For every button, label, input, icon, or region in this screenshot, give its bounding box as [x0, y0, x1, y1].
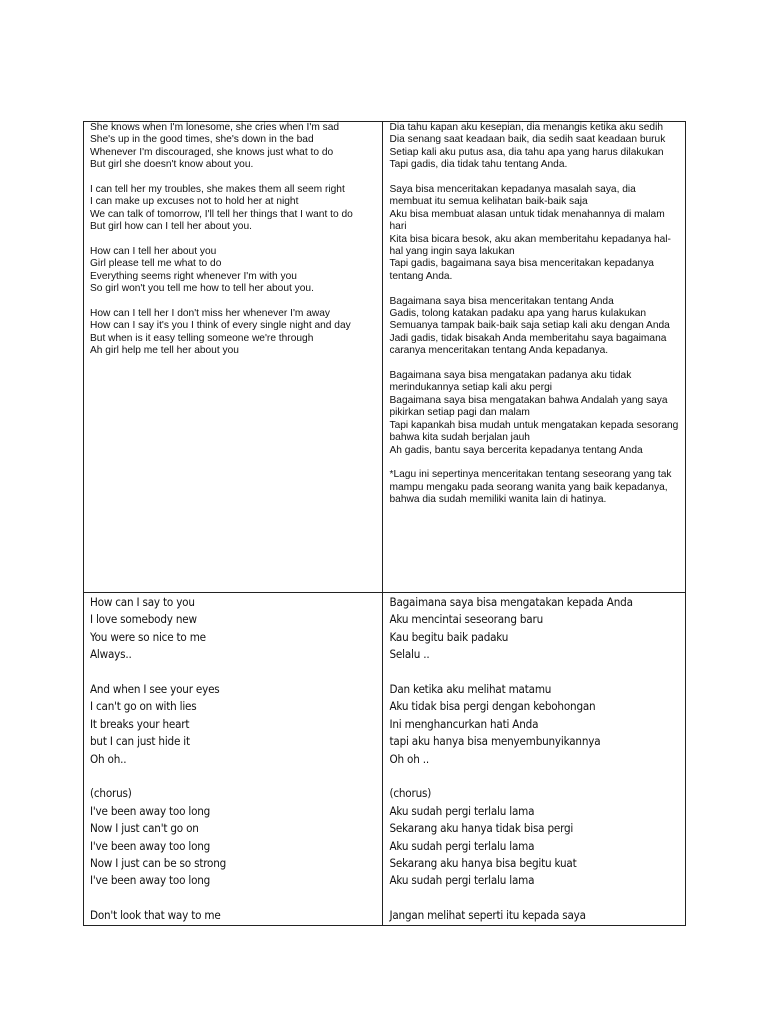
lyric-line: I can tell her my troubles, she makes them all seem right — [90, 184, 345, 196]
lyric-line: Now I just can be so strong — [90, 856, 227, 871]
lyric-line: I've been away too long — [90, 873, 211, 888]
english-lyrics-cell — [84, 122, 383, 593]
lyric-line: Tapi kapankah bisa mudah untuk mengatakan kepada sesorang bahwa kita sudah berjalan jauh — [389, 419, 679, 444]
lyric-line: She knows when I'm lonesome, she cries when I'm sad — [90, 122, 340, 133]
lyric-line: Oh oh .. — [389, 751, 429, 766]
stanza — [389, 907, 681, 924]
lyric-line: I love somebody new — [90, 612, 197, 627]
lyric-line: But girl how can I tell her about you. — [90, 221, 252, 233]
lyric-line: Gadis, tolong katakan padaku apa yang harus kulakukan — [389, 308, 647, 320]
lyric-line: It breaks your heart — [90, 716, 190, 731]
lyric-line: Aku bisa membuat alasan untuk tidak menahannya di malam hari — [389, 208, 665, 233]
stanza — [90, 785, 378, 889]
stanza — [90, 681, 378, 768]
stanza — [90, 246, 378, 296]
table-row — [84, 122, 686, 593]
lyric-line: Whenever I'm discouraged, she knows just what to do — [90, 146, 334, 158]
stanza — [90, 308, 378, 358]
lyric-line: tapi aku hanya bisa menyembunyikannya — [389, 734, 601, 749]
lyric-line: You were so nice to me — [90, 629, 206, 644]
lyric-line: Sekarang aku hanya tidak bisa pergi — [389, 821, 574, 836]
lyric-line: Selalu .. — [389, 647, 430, 662]
lyric-line: but I can just hide it — [90, 734, 190, 749]
lyric-line: I can't go on with lies — [90, 699, 197, 714]
lyric-line: How can I say to you — [90, 595, 195, 609]
lyric-line: Ah girl help me tell her about you — [90, 345, 239, 357]
lyric-line: Dan ketika aku melihat matamu — [389, 682, 552, 697]
lyric-line: Oh oh.. — [90, 751, 127, 766]
lyric-line: How can I tell her about you — [90, 246, 217, 258]
lyric-line: Tapi gadis, dia tidak tahu tentang Anda. — [389, 159, 568, 171]
lyric-line: Tapi gadis, bagaimana saya bisa menceritakan kepadanya tentang Anda. — [389, 258, 654, 282]
lyric-line: Aku sudah pergi terlalu lama — [389, 803, 535, 818]
lyric-line: Setiap kali aku putus asa, dia tahu apa yang harus dilakukan — [389, 146, 664, 158]
lyric-line: Now I just can't go on — [90, 821, 199, 836]
lyric-line: Don't look that way to me — [90, 908, 221, 923]
lyric-line: (chorus) — [389, 786, 432, 801]
lyric-line: Bagaimana saya bisa mengatakan padanya aku tidak merindukannya setiap kali aku pergi — [389, 370, 632, 394]
lyric-line: Bagaimana saya bisa mengatakan kepada Anda — [389, 595, 633, 609]
stanza — [389, 785, 681, 889]
lyric-line: Aku sudah pergi terlalu lama — [389, 838, 535, 853]
english-lyrics-block — [84, 122, 382, 358]
lyric-line: *Lagu ini sepertinya menceritakan tentang seseorang yang tak mampu mengaku pada seorang wanita yang baik kepadanya, bahwa dia sudah memiliki wanita lain di hatinya. — [389, 469, 672, 506]
indonesian-translation-cell-2 — [383, 593, 686, 926]
stanza — [389, 296, 681, 358]
lyric-line: Girl please tell me what to do — [90, 258, 222, 270]
lyric-line: She's up in the good times, she's down in the bad — [90, 134, 314, 146]
lyrics-translation-table — [83, 121, 686, 926]
lyric-line: (chorus) — [90, 786, 132, 801]
stanza — [90, 594, 378, 664]
lyric-line: Saya bisa menceritakan kepadanya masalah saya, dia membuat itu semua kelihatan baik-baik saja — [389, 184, 636, 208]
lyric-line: Dia senang saat keadaan baik, dia sedih saat keadaan buruk — [389, 134, 666, 146]
lyric-line: Aku tidak bisa pergi dengan kebohongan — [389, 699, 596, 714]
lyric-line: So girl won't you tell me how to tell her about you. — [90, 283, 314, 295]
lyric-line: Jangan melihat seperti itu kepada saya — [389, 908, 586, 923]
stanza — [389, 469, 681, 506]
lyric-line: Aku sudah pergi terlalu lama — [389, 873, 535, 888]
stanza — [90, 122, 378, 172]
lyric-line: And when I see your eyes — [90, 682, 220, 697]
stanza — [389, 594, 681, 664]
lyric-line: I've been away too long — [90, 838, 211, 853]
stanza — [389, 681, 681, 768]
stanza — [90, 907, 378, 924]
lyric-line: Everything seems right whenever I'm with you — [90, 270, 297, 282]
lyric-line: But girl she doesn't know about you. — [90, 159, 254, 171]
lyric-line: How can I tell her I don't miss her whenever I'm away — [90, 308, 330, 320]
lyric-line: How can I say it's you I think of every single night and day — [90, 320, 351, 332]
stanza — [389, 184, 681, 283]
lyric-line: Bagaimana saya bisa menceritakan tentang Anda — [389, 295, 614, 307]
lyric-line: Jadi gadis, tidak bisakah Anda memberitahu saya bagaimana caranya menceritakan tentang Anda kepadanya. — [389, 332, 667, 357]
lyric-line: I can make up excuses not to hold her at night — [90, 196, 299, 208]
lyric-line: Ah gadis, bantu saya bercerita kepadanya tentang Anda — [389, 444, 643, 456]
lyric-line: Aku mencintai seseorang baru — [389, 612, 543, 627]
english-lyrics-cell-2 — [84, 593, 383, 926]
lyric-line: Kau begitu baik padaku — [389, 629, 509, 644]
stanza — [90, 184, 378, 234]
indonesian-translation-block-2 — [383, 593, 685, 925]
lyric-line: Ini menghancurkan hati Anda — [389, 716, 539, 731]
indonesian-translation-block — [383, 122, 685, 507]
lyric-line: Bagaimana saya bisa mengatakan bahwa Andalah yang saya pikirkan setiap pagi dan malam — [389, 394, 668, 419]
stanza — [389, 122, 681, 172]
lyric-line: Always.. — [90, 647, 132, 662]
stanza — [389, 370, 681, 457]
table-row — [84, 593, 686, 926]
lyric-line: Sekarang aku hanya bisa begitu kuat — [389, 856, 577, 871]
lyric-line: Semuanya tampak baik-baik saja setiap kali aku dengan Anda — [389, 320, 670, 332]
lyric-line: I've been away too long — [90, 803, 211, 818]
indonesian-translation-cell — [383, 122, 686, 593]
lyric-line: Dia tahu kapan aku kesepian, dia menangis ketika aku sedih — [389, 122, 664, 133]
lyric-line: But when is it easy telling someone we're through — [90, 332, 314, 344]
lyric-line: Kita bisa bicara besok, aku akan memberitahu kepadanya hal-hal yang ingin saya lakukan — [389, 233, 671, 258]
lyric-line: We can talk of tomorrow, I'll tell her things that I want to do — [90, 208, 353, 220]
english-lyrics-block-2 — [84, 593, 382, 925]
